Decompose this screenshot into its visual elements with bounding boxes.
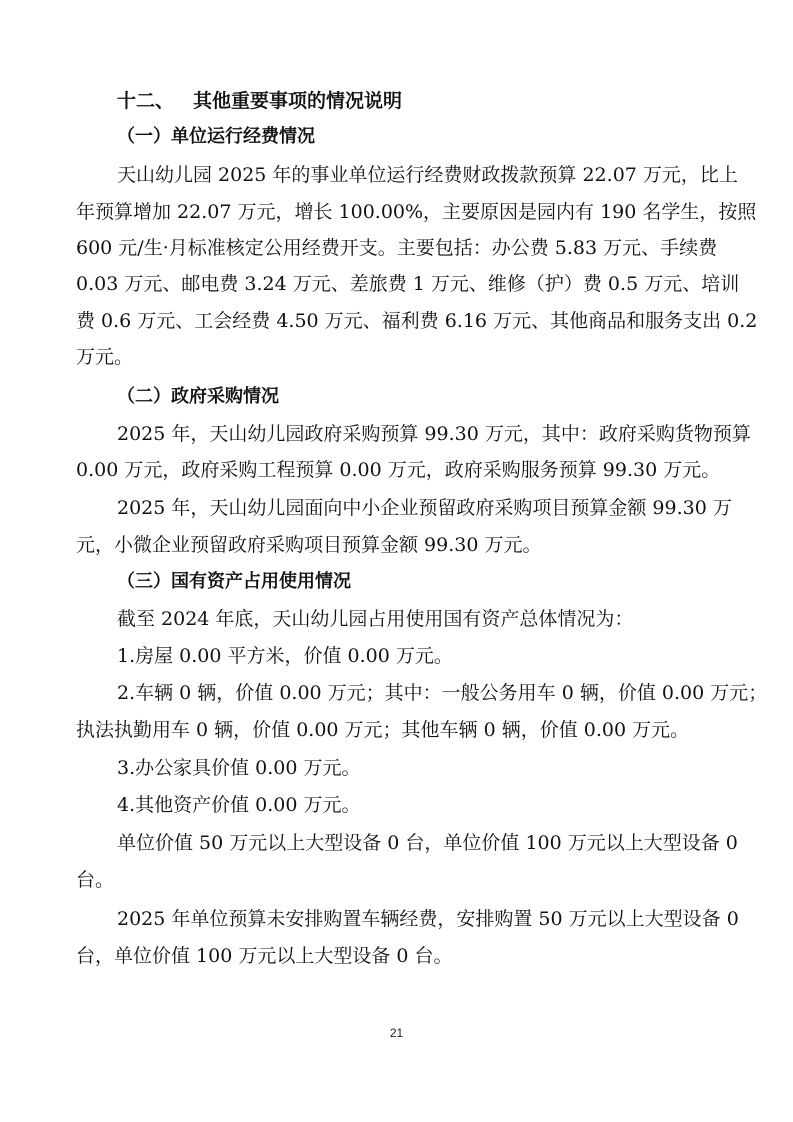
paragraph-line: 2025 年单位预算未安排购置车辆经费，安排购置 50 万元以上大型设备 0 <box>117 908 739 930</box>
subsection-heading-operating-expenses: （一）单位运行经费情况 <box>117 126 315 147</box>
list-item-other-assets: 4.其他资产价值 0.00 万元。 <box>117 794 361 816</box>
paragraph-line: 0.00 万元，政府采购工程预算 0.00 万元，政府采购服务预算 99.30 万元。 <box>76 459 721 481</box>
paragraph-line: 天山幼儿园 2025 年的事业单位运行经费财政拨款预算 22.07 万元，比上 <box>117 164 738 186</box>
list-item-furniture: 3.办公家具价值 0.00 万元。 <box>117 757 361 779</box>
list-item-vehicles: 2.车辆 0 辆，价值 0.00 万元；其中：一般公务用车 0 辆，价值 0.00 万元； <box>117 682 768 704</box>
paragraph-line: 执法执勤用车 0 辆，价值 0.00 万元；其他车辆 0 辆，价值 0.00 万元。 <box>76 719 690 741</box>
page-number: 21 <box>389 1026 404 1040</box>
paragraph-line: 台。 <box>76 869 115 891</box>
paragraph-line: 截至 2024 年底，天山幼儿园占用使用国有资产总体情况为： <box>117 608 634 630</box>
section-number: 十二、 <box>117 90 175 112</box>
paragraph-line: 台，单位价值 100 万元以上大型设备 0 台。 <box>76 945 453 967</box>
section-heading <box>117 89 402 113</box>
paragraph-line: 0.03 万元、邮电费 3.24 万元、差旅费 1 万元、维修（护）费 0.5 万元、培训 <box>76 273 740 295</box>
paragraph-line: 2025 年，天山幼儿园政府采购预算 99.30 万元，其中：政府采购货物预算 <box>117 423 751 445</box>
paragraph-line: 元，小微企业预留政府采购项目预算金额 99.30 万元。 <box>76 534 542 556</box>
subsection-heading-government-procurement: （二）政府采购情况 <box>117 386 279 407</box>
paragraph-line: 600 元/生·月标准核定公用经费开支。主要包括：办公费 5.83 万元、手续费 <box>76 237 718 259</box>
section-title: 其他重要事项的情况说明 <box>193 90 403 112</box>
paragraph-line: 年预算增加 22.07 万元，增长 100.00%，主要原因是园内有 190 名学生，按照 <box>76 201 757 223</box>
paragraph-line: 万元。 <box>76 346 134 368</box>
paragraph-line: 费 0.6 万元、工会经费 4.50 万元、福利费 6.16 万元、其他商品和服务支出 0.2 <box>76 310 758 332</box>
paragraph-line: 单位价值 50 万元以上大型设备 0 台，单位价值 100 万元以上大型设备 0 <box>117 832 738 854</box>
list-item-housing: 1.房屋 0.00 平方米，价值 0.00 万元。 <box>117 645 453 667</box>
paragraph-line: 2025 年，天山幼儿园面向中小企业预留政府采购项目预算金额 99.30 万 <box>117 497 732 519</box>
subsection-heading-state-assets: （三）国有资产占用使用情况 <box>117 571 351 592</box>
